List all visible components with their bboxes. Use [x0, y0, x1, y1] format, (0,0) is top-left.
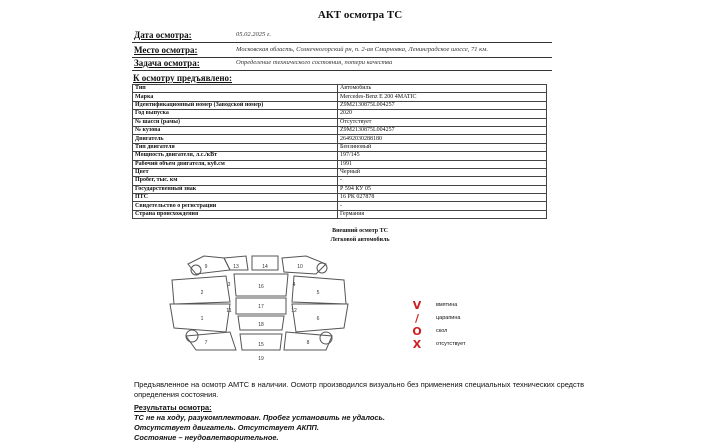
specs-table: [132, 84, 547, 219]
num-10: 10: [297, 264, 303, 270]
num-15: 15: [258, 342, 264, 348]
spec-value: Р 594 КУ 05: [338, 185, 547, 193]
spec-row: [133, 143, 547, 151]
scratch-symbol-icon: /: [414, 312, 420, 325]
car-damage-diagram: [166, 246, 356, 364]
results-heading: Результаты осмотра:: [134, 403, 212, 412]
spec-key: Цвет: [133, 168, 338, 176]
spec-key: Государственный знак: [133, 185, 338, 193]
diagram-subtitle: Легковой автомобиль: [330, 237, 390, 243]
meta-row-place: [132, 45, 552, 58]
spec-key: Свидетельство о регистрации: [133, 202, 338, 210]
spec-key: № шасси (рамы): [133, 118, 338, 126]
chip-symbol-icon: O: [412, 325, 422, 338]
spec-value: Автомобиль: [338, 85, 547, 93]
meta-date-value: 05.02.2025 г.: [236, 31, 271, 38]
num-12: 12: [291, 308, 297, 314]
result-line: Отсутствует двигатель. Отсутствует АКПП.: [134, 423, 319, 432]
legend-label: отсутствует: [436, 341, 466, 347]
legend-row-missing: [410, 339, 530, 351]
spec-key: Мощность двигателя, л.с./кВт: [133, 152, 338, 160]
meta-place-label: Место осмотра:: [134, 45, 198, 55]
spec-row: [133, 85, 547, 93]
spec-value: 197/145: [338, 152, 547, 160]
spec-value: 2020: [338, 110, 547, 118]
section-title: К осмотру предъявлено:: [133, 73, 233, 83]
spec-key: Год выпуска: [133, 110, 338, 118]
num-1: 1: [200, 316, 204, 322]
spec-row: [133, 177, 547, 185]
spec-row: [133, 152, 547, 160]
spec-key: Идентификационный номер (Заводской номер): [133, 101, 338, 109]
spec-row: [133, 101, 547, 109]
spec-key: Пробег, тыс. км: [133, 177, 338, 185]
panel-rear-left: [186, 332, 236, 350]
num-3: 3: [227, 282, 231, 288]
result-line: Состояние – неудовлетворительное.: [134, 433, 279, 442]
meta-row-date: [132, 30, 552, 43]
document-title: АКТ осмотра ТС: [317, 9, 403, 21]
spec-key: Двигатель: [133, 135, 338, 143]
spec-value: Черный: [338, 168, 547, 176]
meta-date-label: Дата осмотра:: [134, 30, 192, 40]
inspection-paragraph: Предъявленное на осмотр АМТС в наличии. Осмотр производился визуально без применения специальных технических средств определения состояния.: [134, 380, 584, 399]
num-14: 14: [262, 264, 268, 270]
num-9: 9: [204, 264, 208, 270]
spec-row: [133, 118, 547, 126]
meta-task-label: Задача осмотра:: [134, 58, 200, 68]
spec-row: [133, 185, 547, 193]
diagram-title: Внешний осмотр ТС: [332, 228, 388, 234]
spec-key: Марка: [133, 93, 338, 101]
spec-value: Отсутствует: [338, 118, 547, 126]
dent-symbol-icon: V: [412, 299, 422, 312]
spec-value: 26492030288180: [338, 135, 547, 143]
spec-value: 1991: [338, 160, 547, 168]
spec-value: -: [338, 177, 547, 185]
legend-row-chip: [410, 326, 530, 338]
spec-row: [133, 160, 547, 168]
spec-key: Рабочий объем двигателя, куб.см: [133, 160, 338, 168]
spec-row: [133, 126, 547, 134]
missing-symbol-icon: X: [412, 338, 422, 351]
spec-row: [133, 210, 547, 218]
meta-task-value: Определение технического состояния, потери качества: [236, 59, 393, 66]
num-18: 18: [258, 322, 264, 328]
spec-key: № кузова: [133, 126, 338, 134]
panel-right-rear-door: [292, 304, 348, 332]
meta-row-task: [132, 58, 552, 71]
wheel-rear-right: [320, 332, 332, 344]
legend-label: царапина: [436, 315, 461, 321]
num-7: 7: [204, 340, 208, 346]
legend-label: вмятина: [436, 302, 458, 308]
num-13: 13: [233, 264, 239, 270]
num-16: 16: [258, 284, 264, 290]
result-line: ТС не на ходу, разукомплектован. Пробег установить не удалось.: [134, 413, 385, 422]
num-5: 5: [316, 290, 320, 296]
spec-value: Германия: [338, 210, 547, 218]
panel-front-right: [282, 256, 326, 274]
spec-value: Бензиновый: [338, 143, 547, 151]
legend-row-dent: [410, 300, 530, 312]
spec-key: ПТС: [133, 194, 338, 202]
spec-value: -: [338, 202, 547, 210]
spec-row: [133, 110, 547, 118]
spec-row: [133, 194, 547, 202]
spec-key: Тип: [133, 85, 338, 93]
spec-row: [133, 93, 547, 101]
spec-value: 16 РК 027878: [338, 194, 547, 202]
num-17: 17: [258, 304, 264, 310]
spec-value: Z9M2130875L004257: [338, 126, 547, 134]
spec-key: Страна происхождения: [133, 210, 338, 218]
spec-value: Z9M2130875L004257: [338, 101, 547, 109]
num-8: 8: [306, 340, 310, 346]
legend-label: скол: [436, 328, 448, 334]
legend-row-scratch: [410, 313, 530, 325]
spec-row: [133, 135, 547, 143]
num-2: 2: [200, 290, 204, 296]
spec-row: [133, 202, 547, 210]
num-6: 6: [316, 316, 320, 322]
num-11: 11: [226, 308, 232, 314]
damage-legend: [410, 300, 530, 360]
meta-place-value: Московская область, Солнечногорский рн, п. 2-ая Смирновка, Ленинградское шоссе, 71 км.: [236, 46, 488, 53]
num-4: 4: [292, 282, 296, 288]
spec-key: Тип двигателя: [133, 143, 338, 151]
spec-value: Mercedes-Benz E 200 4MATIC: [338, 93, 547, 101]
num-19: 19: [258, 356, 264, 362]
spec-row: [133, 168, 547, 176]
